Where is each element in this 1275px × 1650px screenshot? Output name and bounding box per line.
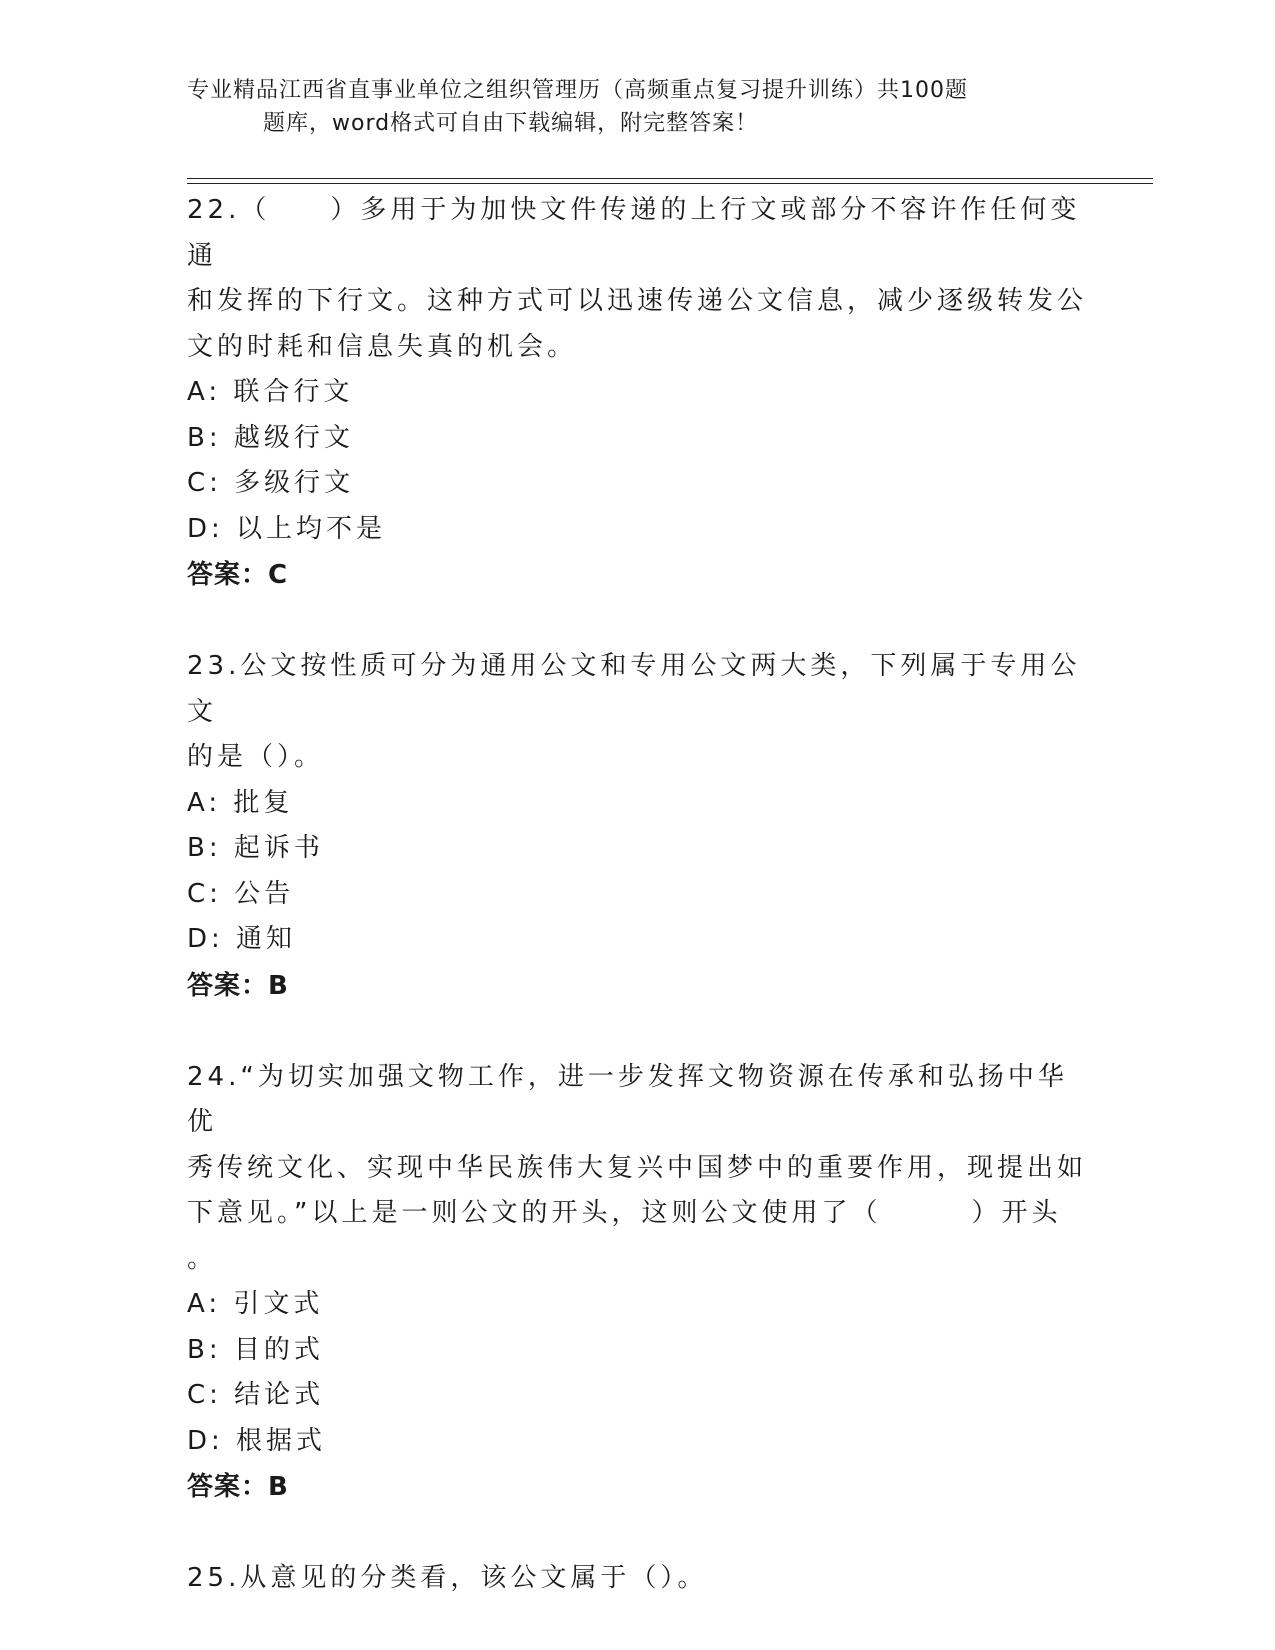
question-25: [187, 1556, 1087, 1602]
question-spacer: [187, 1009, 1087, 1055]
question-stem: [187, 188, 1087, 370]
option-c: C: 结论式: [187, 1380, 325, 1410]
question-stem-line: 23.公文按性质可分为通用公文和专用公文两大类，下列属于专用公文: [187, 651, 1081, 727]
document-header: [187, 74, 1067, 140]
option-b: B: 起诉书: [187, 833, 324, 863]
question-stem: [187, 1556, 1087, 1602]
answer: 答案：B: [187, 1472, 289, 1502]
question-stem-line: 25.从意见的分类看，该公文属于（）。: [187, 1563, 708, 1593]
question-22: [187, 188, 1087, 598]
option-a: A: 批复: [187, 787, 294, 818]
question-list: [187, 188, 1087, 1602]
header-divider-top: [187, 178, 1153, 179]
question-stem-line: 22.（ ）多用于为加快文件传递的上行文或部分不容许作任何变通: [187, 195, 1081, 271]
question-stem-line: 的是（）。: [187, 742, 325, 772]
question-stem-line: 和发挥的下行文。这种方式可以迅速传递公文信息，减少逐级转发公: [187, 286, 1088, 316]
question-stem-line: 秀传统文化、实现中华民族伟大复兴中国梦中的重要作用，现提出如: [187, 1152, 1088, 1183]
header-divider-bottom: [187, 183, 1153, 184]
question-stem-line: 24.“为切实加强文物工作，进一步发挥文物资源在传承和弘扬中华优: [187, 1061, 1068, 1137]
header-title-line-2: 题库，word格式可自由下载编辑，附完整答案！: [263, 111, 759, 136]
question-23: [187, 644, 1087, 1009]
option-a: A: 引文式: [187, 1289, 324, 1319]
option-b: B: 目的式: [187, 1334, 324, 1365]
question-spacer: [187, 598, 1087, 644]
option-d: D: 根据式: [187, 1425, 327, 1456]
option-d: D: 以上均不是: [187, 513, 387, 544]
question-stem-line: 下意见。”以上是一则公文的开头，这则公文使用了（ ）开头: [187, 1198, 1062, 1228]
question-stem: [187, 644, 1087, 781]
question-stem-line: 。: [187, 1243, 218, 1274]
option-b: B: 越级行文: [187, 422, 354, 453]
question-24: [187, 1055, 1087, 1511]
option-d: D: 通知: [187, 924, 297, 954]
answer: 答案：C: [187, 560, 289, 590]
header-title-line-1: 专业精品江西省直事业单位之组织管理历（高频重点复习提升训练）共100题: [187, 78, 968, 103]
option-c: C: 公告: [187, 878, 295, 909]
option-a: A: 联合行文: [187, 377, 354, 407]
question-stem: [187, 1055, 1087, 1283]
answer: 答案：B: [187, 970, 289, 1001]
question-stem-line: 文的时耗和信息失真的机会。: [187, 331, 578, 362]
question-spacer: [187, 1510, 1087, 1556]
option-c: C: 多级行文: [187, 468, 355, 498]
